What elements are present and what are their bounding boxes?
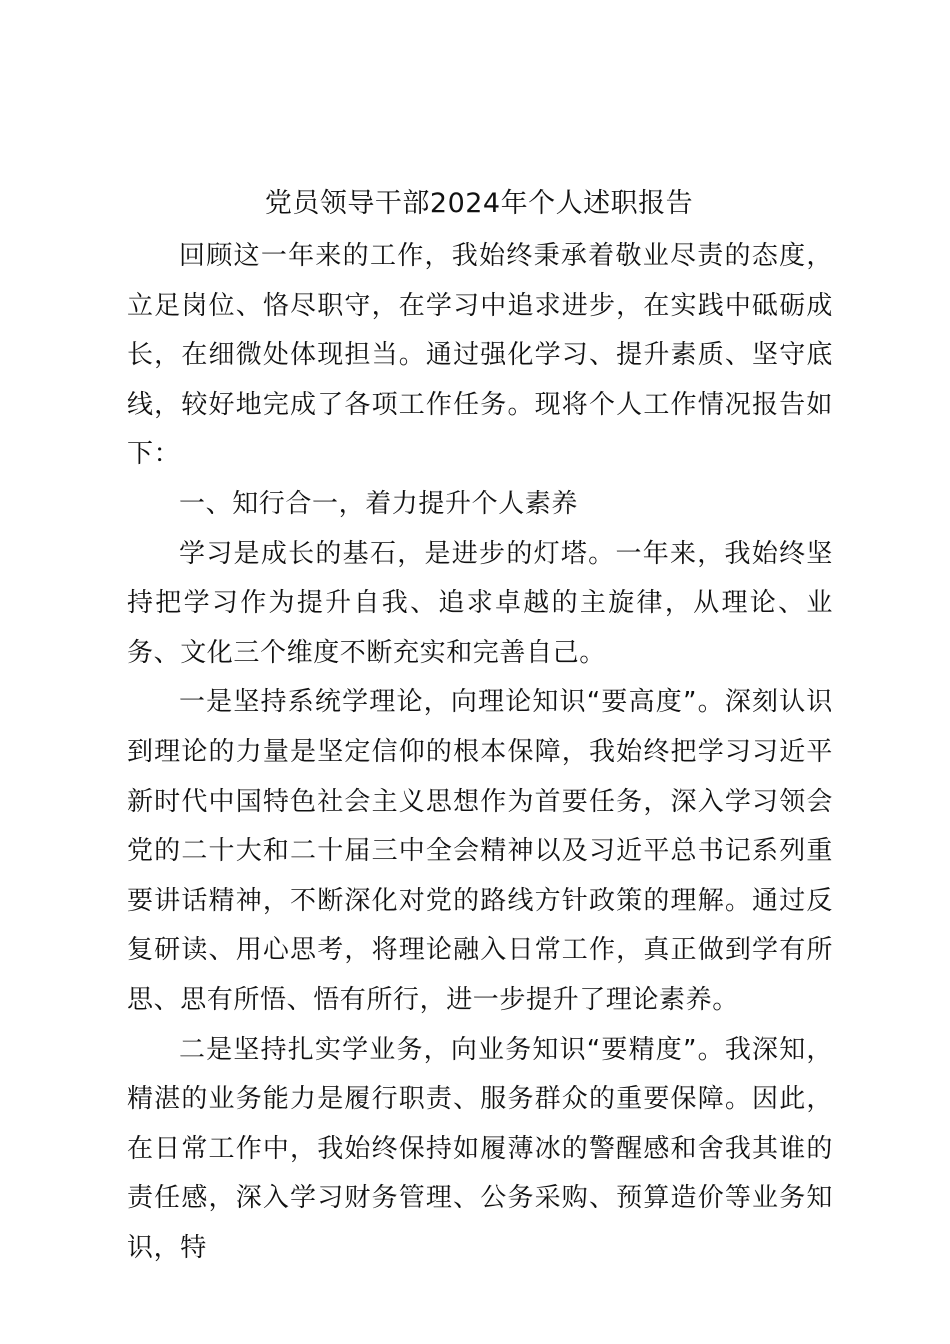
document-body [127,232,833,1273]
section-heading-1: 一、知行合一，着力提升个人素养 [179,488,579,519]
paragraph-business: 二是坚持扎实学业务，向业务知识“要精度”。我深知，精湛的业务能力是履行职责、服务群众的重要保障。因此，在日常工作中，我始终保持如履薄冰的警醒感和舍我其谁的责任感，深入学习财务管理、公务采购、预算造价等业务知识，特 [127,1034,833,1263]
paragraph-intro: 回顾这一年来的工作，我始终秉承着敬业尽责的态度，立足岗位、恪尽职守，在学习中追求进步，在实践中砥砺成长，在细微处体现担当。通过强化学习、提升素质、坚守底线，较好地完成了各项工作任务。现将个人工作情况报告如下： [127,241,833,470]
document-title: 党员领导干部2024年个人述职报告 [264,188,694,219]
paragraph-theory: 一是坚持系统学理论，向理论知识“要高度”。深刻认识到理论的力量是坚定信仰的根本保障，我始终把学习习近平新时代中国特色社会主义思想作为首要任务，深入学习领会党的二十大和二十届三中全会精神以及习近平总书记系列重要讲话精神，不断深化对党的路线方针政策的理解。通过反复研读、用心思考，将理论融入日常工作，真正做到学有所思、思有所悟、悟有所行，进一步提升了理论素养。 [127,687,833,1015]
paragraph-study: 学习是成长的基石，是进步的灯塔。一年来，我始终坚持把学习作为提升自我、追求卓越的主旋律，从理论、业务、文化三个维度不断充实和完善自己。 [127,538,833,668]
